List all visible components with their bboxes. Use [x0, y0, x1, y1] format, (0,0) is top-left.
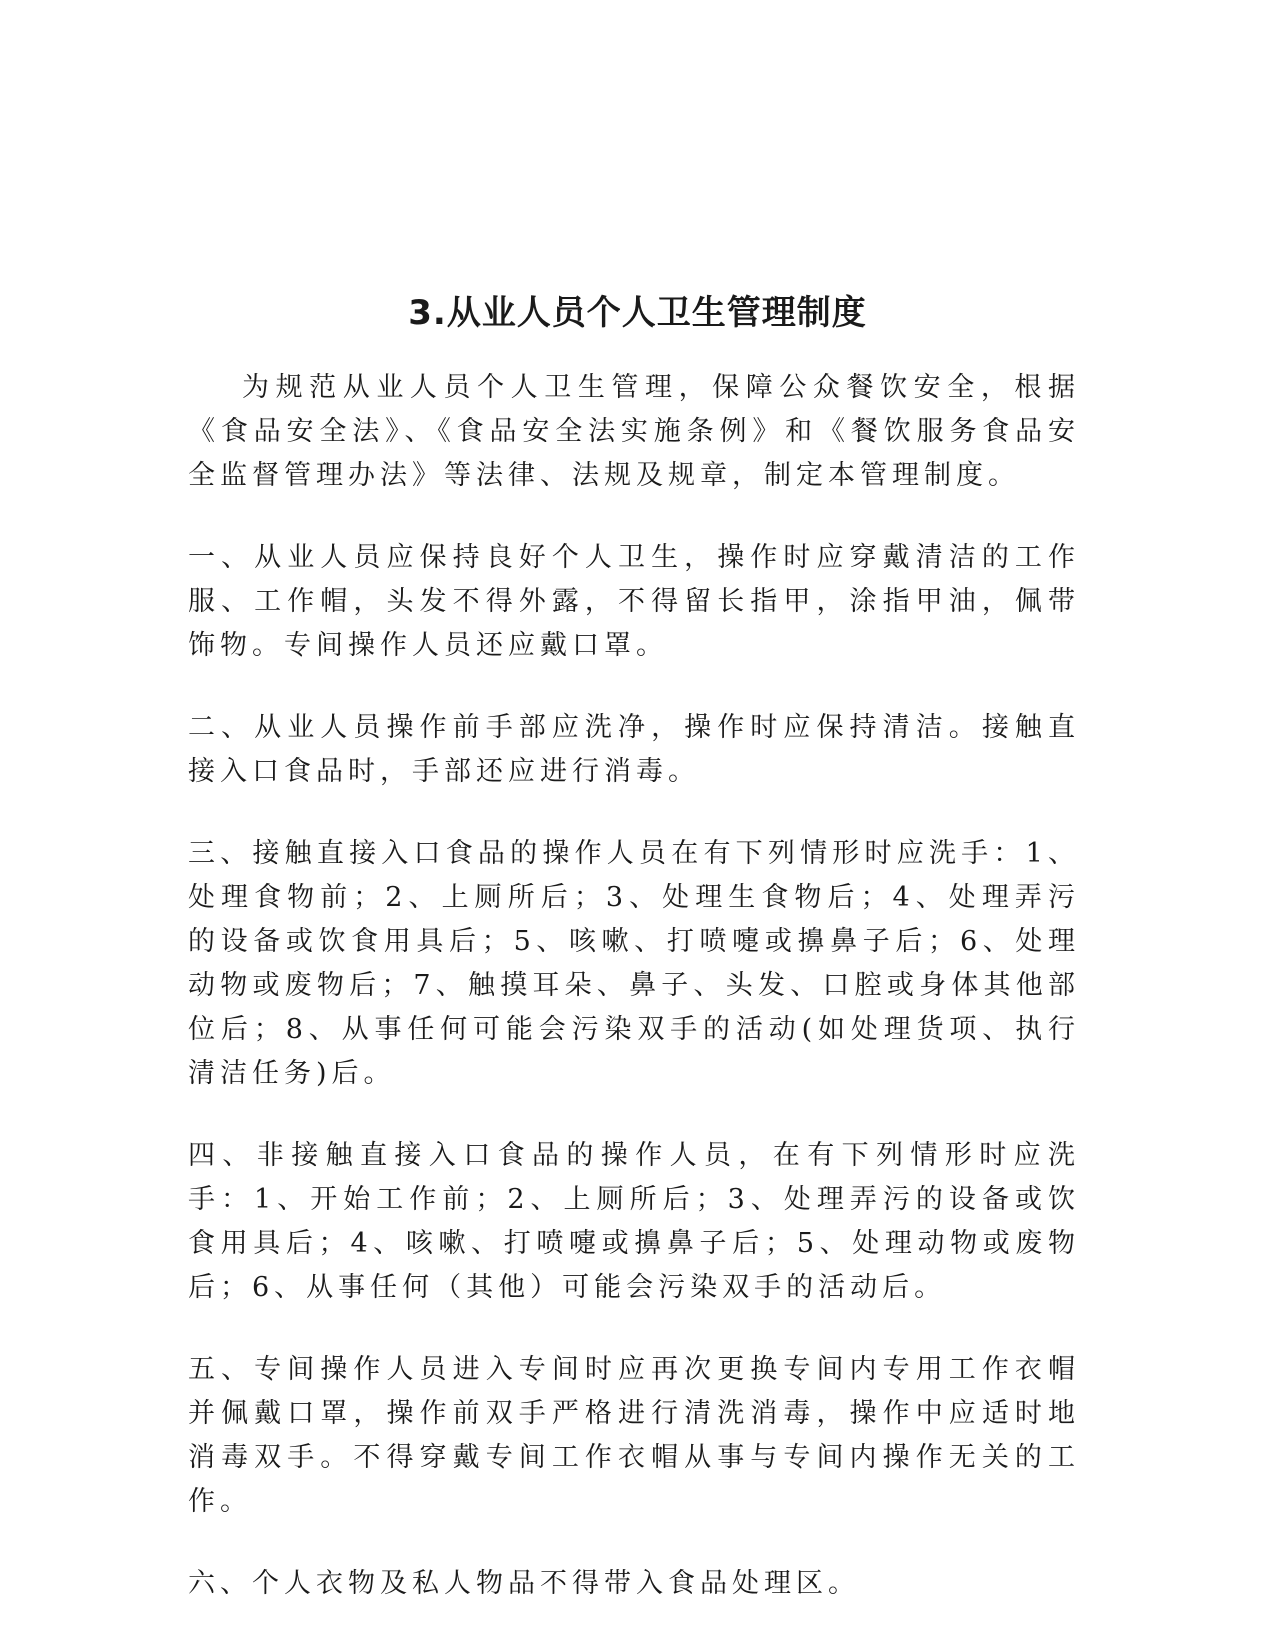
document-title: 3.从业人员个人卫生管理制度: [408, 293, 867, 333]
document-body: [188, 366, 1080, 1644]
rule-paragraph-4: 四、非接触直接入口食品的操作人员，在有下列情形时应洗手：1、开始工作前；2、上厕所后；3、处理弄污的设备或饮食用具后；4、咳嗽、打喷嚏或擤鼻子后；5、处理动物或废物后；6、从事任何（其他）可能会污染双手的活动后。: [188, 1140, 1080, 1303]
rule-paragraph-1: 一、从业人员应保持良好个人卫生，操作时应穿戴清洁的工作服、工作帽，头发不得外露，不得留长指甲，涂指甲油，佩带饰物。专间操作人员还应戴口罩。: [188, 542, 1080, 661]
rule-paragraph-6: 六、个人衣物及私人物品不得带入食品处理区。: [188, 1568, 860, 1599]
rule-paragraph-5: 五、专间操作人员进入专间时应再次更换专间内专用工作衣帽并佩戴口罩，操作前双手严格进行清洗消毒，操作中应适时地消毒双手。不得穿戴专间工作衣帽从事与专间内操作无关的工作。: [188, 1354, 1080, 1517]
rule-paragraph-3: 三、接触直接入口食品的操作人员在有下列情形时应洗手：1、处理食物前；2、上厕所后；3、处理生食物后；4、处理弄污的设备或饮食用具后；5、咳嗽、打喷嚏或擤鼻子后；6、处理动物或废物后；7、触摸耳朵、鼻子、头发、口腔或身体其他部位后；8、从事任何可能会污染双手的活动(如处理货项、执行清洁任务)后。: [188, 838, 1080, 1089]
intro-paragraph: 为规范从业人员个人卫生管理，保障公众餐饮安全，根据《食品安全法》、《食品安全法实施条例》和《餐饮服务食品安全监督管理办法》等法律、法规及规章，制定本管理制度。: [188, 372, 1080, 491]
rule-paragraph-2: 二、从业人员操作前手部应洗净，操作时应保持清洁。接触直接入口食品时，手部还应进行消毒。: [188, 712, 1080, 787]
